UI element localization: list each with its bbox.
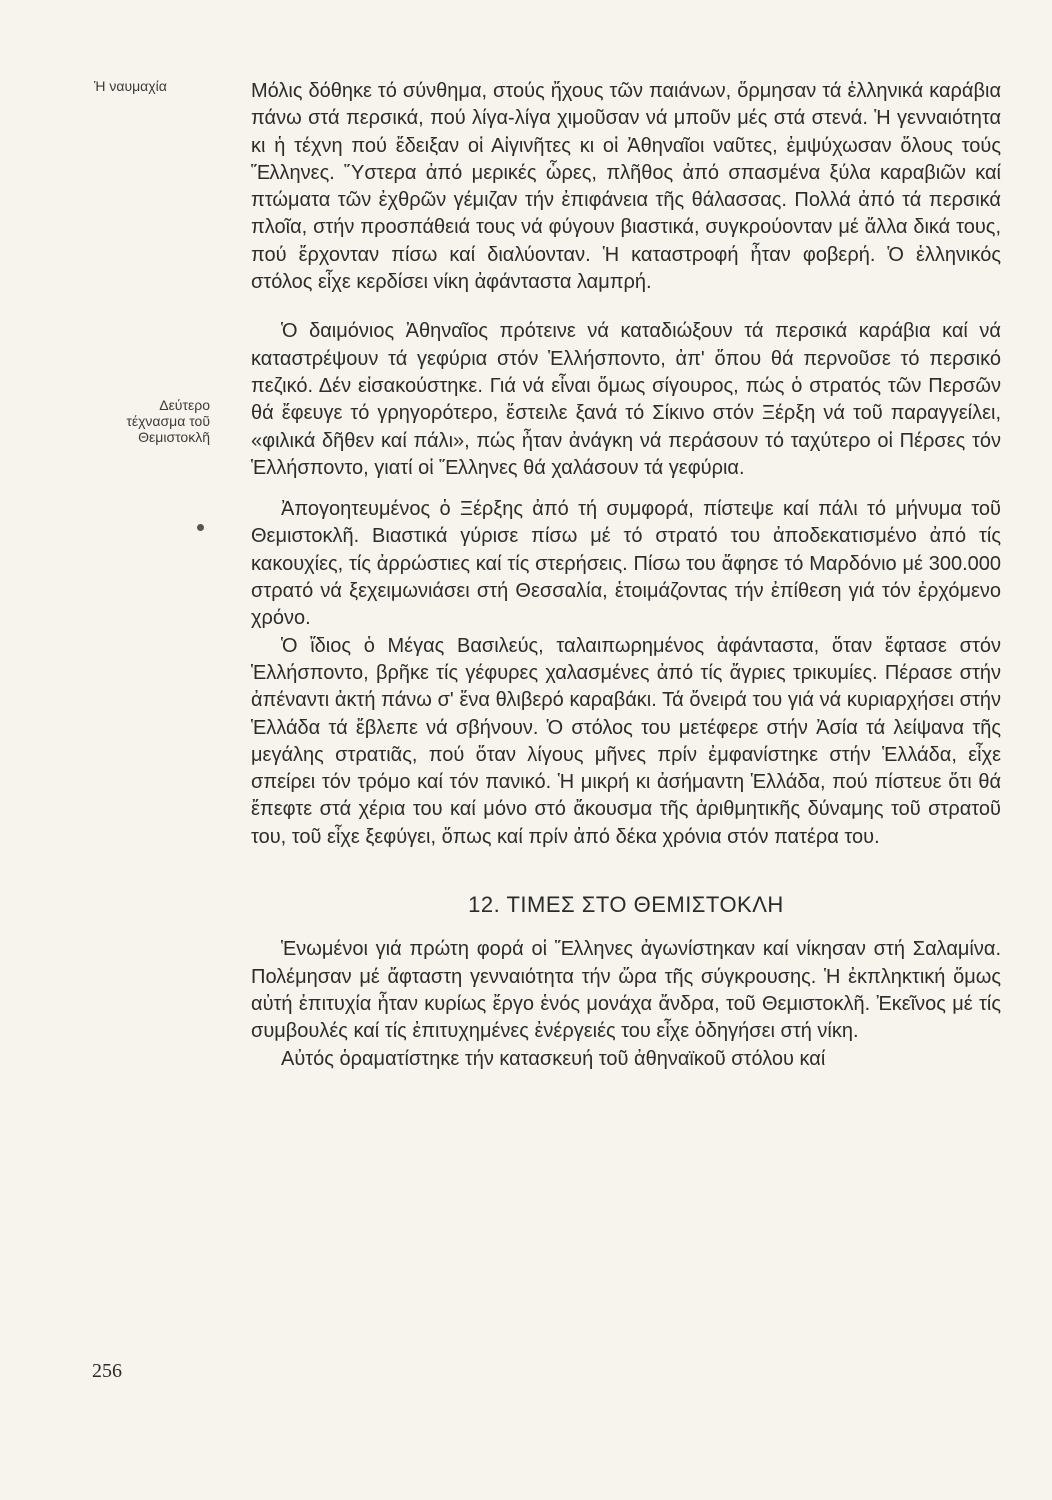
paragraph-xerxes-retreat: Ἀπογοητευμένος ὁ Ξέρξης ἀπό τή συμφορά, πίστεψε καί πάλι τό μήνυμα τοῦ Θεμιστοκλῆ. Βιαστικά γύρισε πίσω μέ τό στρατό του ἀποδεκατισμένο ἀπό τίς κακουχίες, τίς ἀρρώστιες καί τίς στερήσεις. Πίσω του ἄφησε τό Μαρδόνιο μέ 300.000 στρατό νά ξεχειμωνιάσει στή Θεσσαλία, ἑτοιμάζοντας τήν ἐπίθεση γιά τόν ἐρχόμενο χρόνο.: [251, 498, 1001, 630]
paragraph-second-trick: Ὁ δαιμόνιος Ἀθηναῖος πρότεινε νά καταδιώξουν τά περσικά καράβια καί νά καταστρέψουν τά γεφύρια στόν Ἑλλήσποντο, ἀπ' ὅπου θά περνοῦσε τό περσικό πεζικό. Δέν εἰσακούστηκε. Γιά νά εἶναι ὅμως σίγουρος, πώς ὁ στρατός τῶν Περσῶν θά ἔφευγε τό γρηγορότερο, ἔστειλε ξανά τό Σίκινο στόν Ξέρξη νά τοῦ παραγγείλει, «φιλικά δῆθεν καί πάλι», πώς ἦταν ἀνάγκη νά περάσουν τό ταχύτερο οἱ Πέρσες τόν Ἑλλήσποντο, γιατί οἱ Ἕλληνες θά χαλάσουν τά γεφύρια.: [251, 320, 1001, 479]
margin-note-second-trick: [60, 397, 210, 445]
margin-note-line: Δεύτερο: [159, 397, 210, 413]
paragraph-fleet-vision: Αὐτός ὁραματίστηκε τήν κατασκευή τοῦ ἀθηναϊκοῦ στόλου καί: [281, 1047, 826, 1070]
margin-bullet-mark: [197, 524, 204, 531]
margin-note-text: Ἡ ναυμαχία: [94, 78, 167, 94]
paragraph-united-greeks: Ἑνωμένοι γιά πρώτη φορά οἱ Ἕλληνες ἀγωνίστηκαν καί νίκησαν στή Σαλαμίνα. Πολέμησαν μέ ἄφταστη γενναιότητα τήν ὥρα τῆς σύγκρουσης. Ἡ ἐκπληκτική ὅμως αὐτή ἐπιτυχία ἦταν κυρίως ἔργο ἑνός μονάχα ἄνδρα, τοῦ Θεμιστοκλῆ. Ἐκεῖνος μέ τίς συμβουλές καί τίς ἐπιτυχημένες ἐνέργειές του εἶχε ὁδηγήσει στή νίκη.: [251, 938, 1001, 1043]
paragraph-naval-battle: Μόλις δόθηκε τό σύνθημα, στούς ἤχους τῶν παιάνων, ὅρμησαν τά ἑλληνικά καράβια πάνω στά περσικά, πού λίγα-λίγα χιμοῦσαν νά μποῦν μές στά στενά. Ἡ γενναιότητα κι ἡ τέχνη πού ἔδειξαν οἱ Αἰγινῆτες κι οἱ Ἀθηναῖοι ναῦτες, ἐμψύχωσαν ὅλους τούς Ἕλληνες. Ὕστερα ἀπό μερικές ὧρες, πλῆθος ἀπό σπασμένα ξύλα καραβιῶν καί πτώματα τῶν ἐχθρῶν γέμιζαν τήν ἐπιφάνεια τῆς θάλασσας. Πολλά ἀπό τά περσικά πλοῖα, στήν προσπάθειά τους νά φύγουν βιαστικά, συγκρούονταν μέ ἄλλα δικά τους, πού ἔρχονταν πίσω καί διαλύονταν. Ἡ καταστροφή ἦταν φοβερή. Ὁ ἑλληνικός στόλος εἶχε κερδίσει νίκη ἀφάνταστα λαμπρή.: [251, 80, 1001, 294]
margin-note-line: τέχνασμα τοῦ: [126, 413, 210, 429]
section-title: 12. ΤΙΜΕΣ ΣΤΟ ΘΕΜΙΣΤΟΚΛΗ: [468, 892, 784, 918]
page-number: 256: [92, 1360, 122, 1382]
margin-note-naval-battle: [94, 78, 234, 94]
main-text-column: [251, 78, 1001, 1073]
paragraph-great-king: Ὁ ἴδιος ὁ Μέγας Βασιλεύς, ταλαιπωρημένος ἀφάνταστα, ὅταν ἔφτασε στόν Ἑλλήσποντο, βρῆκε τίς γέφυρες χαλασμένες ἀπό τίς ἄγριες τρικυμίες. Πέρασε στήν ἀπέναντι ἀκτή πάνω σ' ἕνα θλιβερό καραβάκι. Τά ὄνειρά του γιά νά κυριαρχήσει στήν Ἑλλάδα τά ἔβλεπε νά σβήνουν. Ὁ στόλος του μετέφερε στήν Ἀσία τά λείψανα τῆς μεγάλης στρατιᾶς, πού ὅταν λίγους μῆνες πρίν ἐμφανίστηκε στήν Ἑλλάδα, εἶχε σπείρει τόν τρόμο καί τόν πανικό. Ἡ μικρή κι ἀσήμαντη Ἑλλάδα, πού πίστευε ὅτι θά ἔπεφτε στά χέρια του καί μόνο στό ἄκουσμα τῆς ἀριθμητικῆς δύναμης τοῦ στρατοῦ του, τοῦ εἶχε ξεφύγει, ὅπως καί πρίν ἀπό δέκα χρόνια στόν πατέρα του.: [251, 634, 1001, 848]
margin-note-line: Θεμιστοκλῆ: [138, 429, 210, 445]
